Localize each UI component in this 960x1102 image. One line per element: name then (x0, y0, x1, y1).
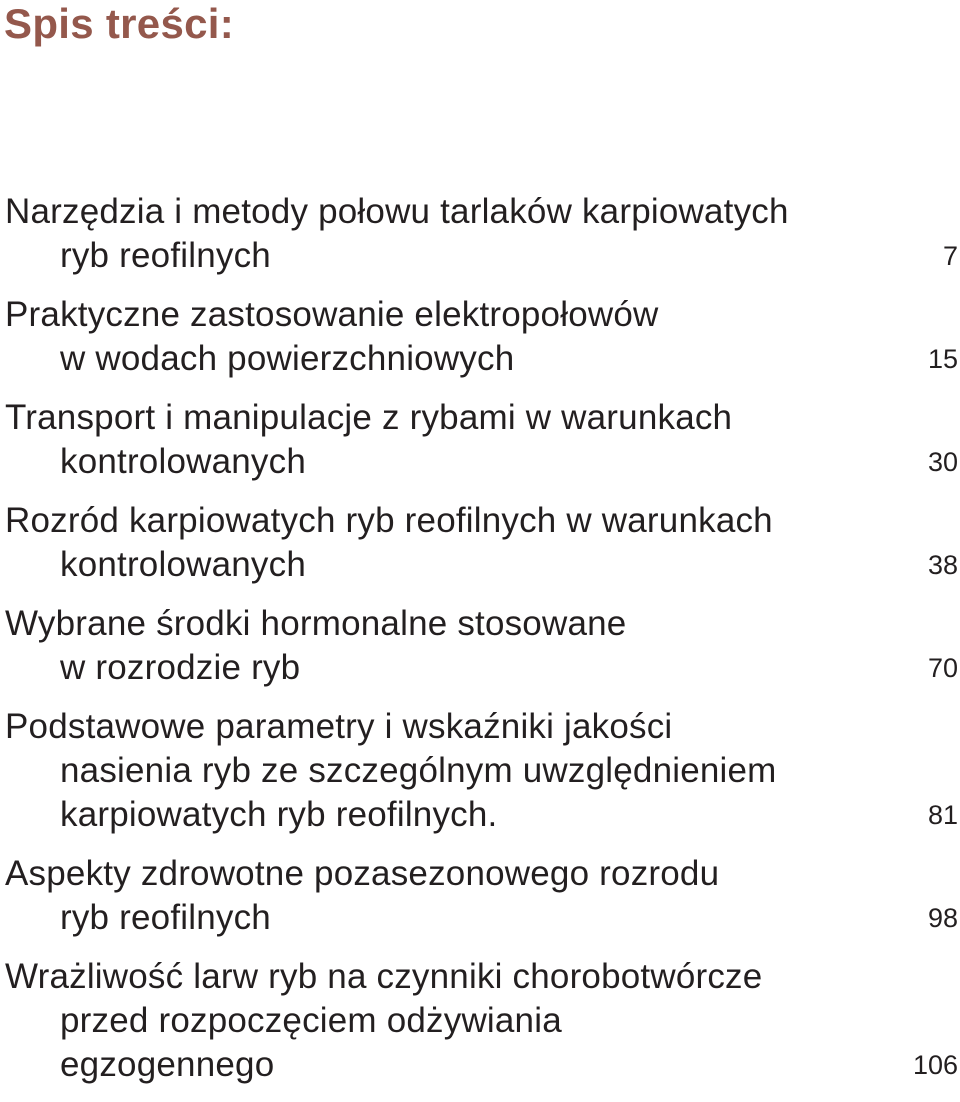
entry-title-line: egzogennego (60, 1045, 275, 1084)
toc-list (0, 190, 960, 1102)
entry-title (0, 190, 960, 278)
entry-page-number: 15 (927, 344, 958, 374)
entry-title-line: Narzędzia i metody połowu tarlaków karpiowatych (5, 192, 789, 231)
entry-title-line: kontrolowanych (60, 545, 306, 584)
entry-title (0, 602, 960, 690)
entry-title (0, 499, 960, 587)
entry-title-line: Praktyczne zastosowanie elektropołowów (5, 295, 659, 334)
entry-title-line: w wodach powierzchniowych (60, 339, 515, 378)
toc-entry[interactable] (0, 955, 960, 1087)
toc-heading: Spis treści: (4, 0, 235, 47)
entry-title-line: kontrolowanych (60, 442, 306, 481)
entry-title-line: Podstawowe parametry i wskaźniki jakości (5, 707, 673, 746)
entry-title-line: ryb reofilnych (60, 898, 271, 937)
entry-page-number: 70 (927, 653, 958, 683)
entry-page-number: 30 (927, 447, 958, 477)
entry-title (0, 705, 960, 837)
toc-entry[interactable] (0, 293, 960, 381)
entry-page-number: 38 (927, 550, 958, 580)
entry-title (0, 396, 960, 484)
entry-title-line: Wrażliwość larw ryb na czynniki chorobotwórcze (5, 957, 763, 996)
entry-title-line: w rozrodzie ryb (60, 648, 301, 687)
entry-title-line: Rozród karpiowatych ryb reofilnych w warunkach (5, 501, 773, 540)
entry-page-number: 81 (927, 800, 958, 830)
entry-title-line: karpiowatych ryb reofilnych. (60, 795, 498, 834)
entry-page-number: 106 (912, 1050, 958, 1080)
toc-entry[interactable] (0, 190, 960, 278)
entry-title-line: ryb reofilnych (60, 236, 271, 275)
entry-title-line: nasienia ryb ze szczególnym uwzględnieniem (60, 751, 777, 790)
entry-title-line: przed rozpoczęciem odżywiania (60, 1001, 562, 1040)
toc-entry[interactable] (0, 852, 960, 940)
entry-title-line: Transport i manipulacje z rybami w warunkach (5, 398, 733, 437)
entry-title (0, 852, 960, 940)
entry-title (0, 955, 960, 1087)
toc-entry[interactable] (0, 499, 960, 587)
toc-entry[interactable] (0, 396, 960, 484)
toc-entry[interactable] (0, 705, 960, 837)
entry-title-line: Wybrane środki hormonalne stosowane (5, 604, 627, 643)
entry-title (0, 293, 960, 381)
toc-entry[interactable] (0, 602, 960, 690)
entry-title-line: Aspekty zdrowotne pozasezonowego rozrodu (5, 854, 720, 893)
entry-page-number: 7 (942, 241, 958, 271)
entry-page-number: 98 (927, 903, 958, 933)
